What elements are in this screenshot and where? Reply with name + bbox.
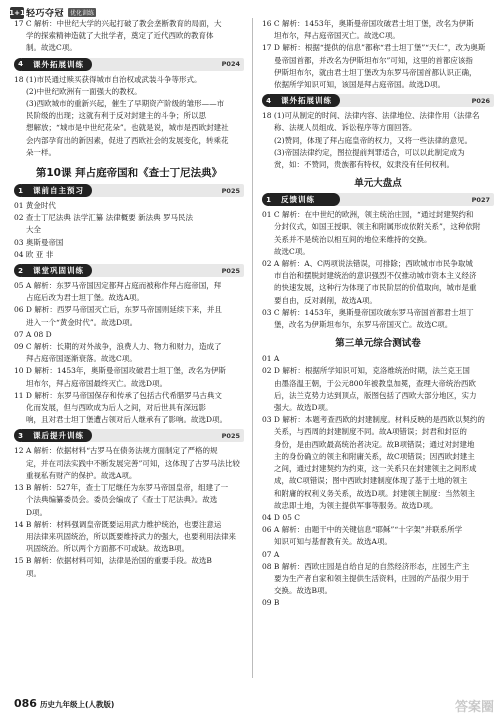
preview-answers: 01 黄金时代 02 查士丁尼法典 法学汇纂 法律概要 新法典 罗马民法 大全 03 奥斯曼帝国 04 欧 亚 非 bbox=[14, 201, 193, 259]
section-title: 课外拓展训练 bbox=[33, 59, 84, 69]
left-column bbox=[14, 18, 244, 580]
logo-text: 轻巧夺冠 bbox=[26, 9, 65, 19]
section-page: P026 bbox=[471, 96, 490, 105]
section-bar-feedback bbox=[262, 193, 494, 206]
section-number: 4 bbox=[14, 58, 27, 71]
section-page: P024 bbox=[221, 60, 240, 69]
section-page: P025 bbox=[221, 186, 240, 195]
section-title: 课后提升训练 bbox=[33, 431, 84, 441]
section-title: 课外拓展训练 bbox=[281, 96, 332, 106]
answers-q16-q17: 16 C 解析：1453年，奥斯曼帝国攻破君士坦丁堡，改名为伊斯 坦布尔，拜占庭帝国灭亡。故选C项。 17 D 解析：根据“提供的信息”都称“君士坦丁堡”“天仁”，改为奥斯 曼帝国首都，并改名为伊斯坦布尔”可知，这里的首都应该指 伊斯坦布尔，就由君士坦丁堡改为东罗马帝国首都认识正确， 依据所学知识可知，该国是拜占庭帝国。故选D项。 bbox=[262, 19, 486, 90]
unit-review-title: 单元大盘点 bbox=[354, 178, 402, 190]
section-page: P025 bbox=[221, 431, 240, 440]
book-title: 历史九年级上(人教版) bbox=[39, 700, 115, 709]
section-number: 1 bbox=[14, 184, 27, 197]
section-bar-extension bbox=[14, 58, 244, 71]
section-page: P027 bbox=[471, 195, 490, 204]
answer-q17: 17 C 解析：中世纪大学的兴起打破了教会垄断教育的局面，大 学的探索精神造就了大批学者，奠定了近代西欧的教育体 制。故选C项。 bbox=[14, 19, 222, 53]
unit-test-answers: 01 A 02 D 解析：根据所学知识可知，克洛维统治时期，法兰克王国 由墨洛温王朝，于公元800年被教皇加冕，查理大帝统治西欧 后，法兰克势力达到顶点，版图包括了西欧大部分地区，实力 强大。故选D项。 03 D 解析：本题考查西欧的封建制度。材料反映的是西欧以契约的 关系，与西周的封建制度不同。故A项错误；封君和封臣的 身份，是由西欧最高统治者决定。故B项错误；通过对封建地 主的身份确立的领主和附庸关系，故C项错误；因西欧封建主 之间，通过封建契约为约束，这一关系只在封建领主之间形成 成，故C项错误；图中西欧封建制度体现了基于土地的领主 和附庸的权利义务关系，故选D项。封建领主制度：当然领主 故忠即土地，为领主提供军事等服务。故选D项。 04 D 05 C 06 A 解析：由题干中的关键信息“耶稣”“十字架”并联系所学 知识可知与基督教有关。故选A项。 07 A 08 B 解析：西欧庄园是自给自足的自然经济形态，庄园生产主 要为生产者自家和领主提供生活资料，庄园的产品很少用于 交换。故选B项。 09 B bbox=[262, 354, 485, 608]
after-class-answers: 12 A 解析：依据材料“古罗马在债务法规方面制定了严格的规 定，并在司法实践中不断发展完善”可知，这体现了古罗马法比较 重视私有财产的保护。故选A项。 13 B 解析：527年，查士丁尼继任为东罗马帝国皇帝，组建了一 个法典编纂委员会。委员会编成了《查士丁尼法典》。故选 D项。 14 B 解析：材料强调皇帝既要运用武力维护统治，也要注意运 用法律来巩固统治，所以既要维持武力的强大，也要利用法律来 巩固统治。所以两个方面都不可或缺。故选B项。 15 B 解析：依据材料可知，法律是治国的重要手段。故选B 项。 bbox=[14, 446, 240, 578]
class-answers: 05 A 解析：东罗马帝国因定都拜占庭而被称作拜占庭帝国，拜 占庭后改为君士坦丁堡。故选A项。 06 D 解析：西罗马帝国灭亡后，东罗马帝国则延续下来，并且 进入一个“黄金时代”。故选D项。 07 A 08 D 09 C 解析：长期的对外战争，浪费人力、物力和财力，造成了 拜占庭帝国逐渐衰落。故选C项。 10 D 解析：1453年，奥斯曼帝国攻破君士坦丁堡，改名为伊斯 坦布尔，拜占庭帝国最终灭亡。故选D项。 11 D 解析：东罗马帝国保存和传承了包括古代希腊罗马古典文 化而发展，但与西欧成为后人之间，对后世具有深远影 响，且对君士坦丁堡遭占领对后人继承有了影响。故选D项。 bbox=[14, 281, 228, 425]
section-bar-after-class bbox=[14, 429, 244, 442]
section-title: 反馈训练 bbox=[281, 195, 315, 205]
section-number: 3 bbox=[14, 429, 27, 442]
section-number: 4 bbox=[262, 94, 275, 107]
section-page: P025 bbox=[221, 266, 240, 275]
lesson-title: 第10课 拜占庭帝国和《查士丁尼法典》 bbox=[35, 167, 223, 180]
logo-icon: 1+1 bbox=[9, 8, 25, 17]
section-number: 1 bbox=[262, 193, 275, 206]
logo-badge: 优化训练 bbox=[70, 10, 95, 17]
column-divider bbox=[252, 18, 253, 678]
answer-q18: 18 (1)市民通过赎买获得城市自治权或武装斗争等形式。 (2)中世纪欧洲有一面强大的教权。 (3)西欧城市的重新兴起，催生了早期资产阶级的雏形——市 民阶级的出现；这就有利于反对封建主的斗争；所以思 想解放；“城市是中世纪花朵”。也就是说，城市是西欧封建社 会内部孕育出的新因素，促进了西欧社会的发展变化，转乘花 朵一样。 bbox=[14, 74, 229, 157]
feedback-answers: 01 C 解析：在中世纪的欧洲，领主统治庄园，“通过封建契约和 分封仪式，如国王授职、领主和附属形成依附关系”，这种依附 关系并不是统治以相互间的地位来维持的交换。 故选C项。 02 A 解析：A、C两项说法错误，可排除；西欧城市市民争取城 市自治和摆脱封建统治的意识强烈不仅推动城市资本主义经济 的快速发展，这种行为体现了市民阶层的价值取向，城市是重 要自由，反对剥削，故选A项。 03 C 解析：1453年，奥斯曼帝国攻破东罗马帝国首都君士坦丁 堡，改名为伊斯坦布尔，东罗马帝国灭亡。故选C项。 bbox=[262, 210, 481, 330]
section-bar-preview bbox=[14, 184, 244, 197]
right-column bbox=[262, 18, 494, 610]
watermark: 答案圈 bbox=[454, 700, 494, 715]
section-bar-class bbox=[14, 264, 244, 277]
page-footer bbox=[14, 697, 114, 710]
section-title: 课堂巩固训练 bbox=[33, 266, 84, 276]
section-bar-extension-right bbox=[262, 94, 494, 107]
section-number: 2 bbox=[14, 264, 27, 277]
section-title: 课前自主预习 bbox=[33, 186, 84, 196]
unit-test-title: 第三单元综合测试卷 bbox=[335, 338, 421, 350]
answer-q18-right: 18 (1)可从制定的时间、法律内容、法律地位、法律作用（法律名 称、法规人员组成、诉讼程序等方面回答。 (2)赞同，体现了拜占庭皇帝的权力，又将一些法律的意见。 (3)帝国法律约定，图拉提前判罪适合，可以以此制定成为 赏，如：不赞同，贵族都有特权，奴隶没有任何权利。 bbox=[262, 111, 480, 170]
page-number: 086 bbox=[14, 697, 37, 710]
